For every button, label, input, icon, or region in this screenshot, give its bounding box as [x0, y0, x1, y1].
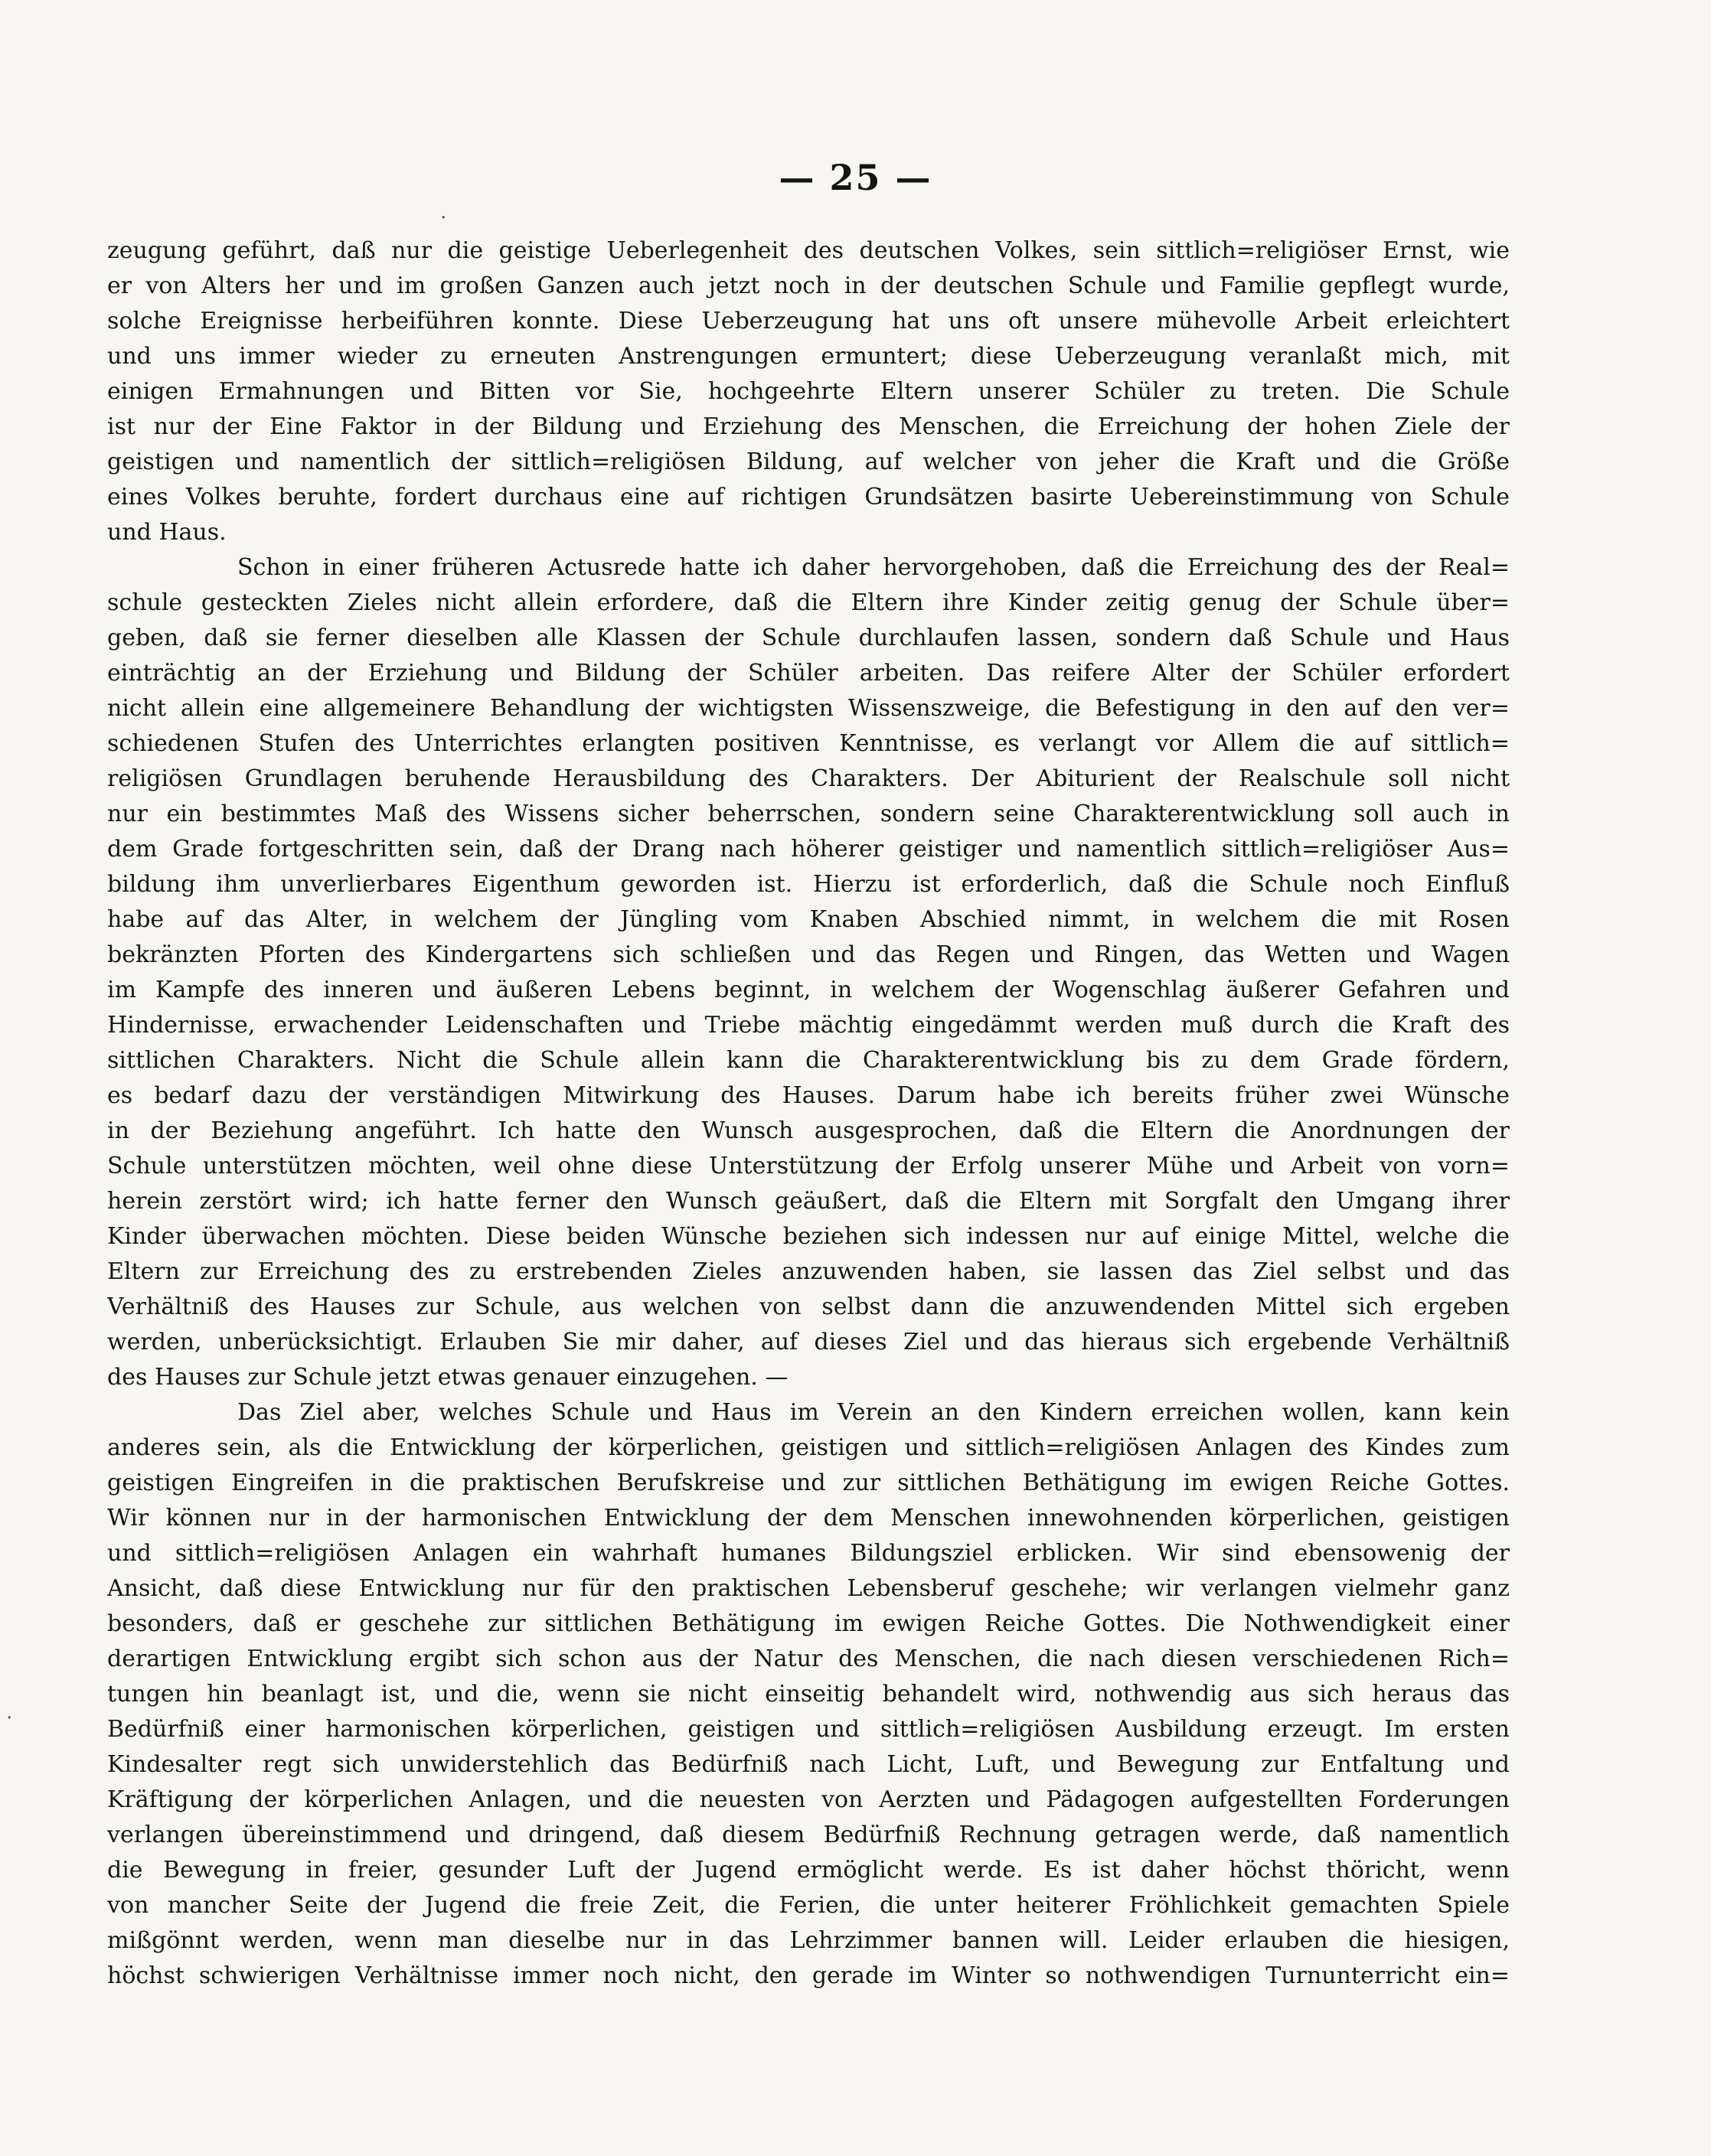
- text-line: bildung ihm unverlierbares Eigenthum geworden ist. Hierzu ist erforderlich, daß die Schule noch Einfluß: [107, 871, 1510, 898]
- text-line: besonders, daß er geschehe zur sittlichen Bethätigung im ewigen Reiche Gottes. Die Nothwendigkeit einer: [107, 1610, 1510, 1637]
- text-line: Schule unterstützen möchten, weil ohne diese Unterstützung der Erfolg unserer Mühe und Arbeit von vorn=: [107, 1153, 1510, 1179]
- text-line: sittlichen Charakters. Nicht die Schule allein kann die Charakterentwicklung bis zu dem Grade fördern,: [107, 1047, 1510, 1074]
- text-line: Eltern zur Erreichung des zu erstrebenden Zieles anzuwenden haben, sie lassen das Ziel selbst und das: [107, 1258, 1510, 1285]
- text-line: geistigen und namentlich der sittlich=religiösen Bildung, auf welcher von jeher die Kraft und die Größe: [107, 448, 1510, 475]
- text-line: er von Alters her und im großen Ganzen auch jetzt noch in der deutschen Schule und Familie gepflegt wurde,: [107, 272, 1510, 299]
- body-text: [107, 233, 1510, 1994]
- text-line: dem Grade fortgeschritten sein, daß der Drang nach höherer geistiger und namentlich sittlich=religiöser Aus=: [107, 836, 1510, 863]
- text-line: derartigen Entwicklung ergibt sich schon aus der Natur des Menschen, die nach diesen verschiedenen Rich=: [107, 1646, 1510, 1672]
- page-number: — 25 —: [779, 157, 932, 198]
- text-line: anderes sein, als die Entwicklung der körperlichen, geistigen und sittlich=religiösen Anlagen des Kindes zum: [107, 1434, 1510, 1461]
- text-line: einträchtig an der Erziehung und Bildung der Schüler arbeiten. Das reifere Alter der Schüler erfordert: [107, 660, 1510, 687]
- text-line: Hindernisse, erwachender Leidenschaften und Triebe mächtig eingedämmt werden muß durch die Kraft des: [107, 1012, 1510, 1039]
- text-line: Kindesalter regt sich unwiderstehlich das Bedürfniß nach Licht, Luft, und Bewegung zur Entfaltung und: [107, 1751, 1510, 1778]
- text-line: nur ein bestimmtes Maß des Wissens sicher beherrschen, sondern seine Charakterentwicklung soll auch in: [107, 801, 1510, 827]
- text-line: Wir können nur in der harmonischen Entwicklung der dem Menschen innewohnenden körperlichen, geistigen: [107, 1505, 1510, 1531]
- text-line: habe auf das Alter, in welchem der Jüngling vom Knaben Abschied nimmt, in welchem die mit Rosen: [107, 906, 1510, 933]
- text-line: einigen Ermahnungen und Bitten vor Sie, hochgeehrte Eltern unserer Schüler zu treten. Die Schule: [107, 378, 1510, 405]
- text-line: bekränzten Pforten des Kindergartens sich schließen und das Regen und Ringen, das Wetten und Wagen: [107, 941, 1510, 968]
- text-line: herein zerstört wird; ich hatte ferner den Wunsch geäußert, daß die Eltern mit Sorgfalt den Umgang ihrer: [107, 1188, 1510, 1215]
- text-line: mißgönnt werden, wenn man dieselbe nur in das Lehrzimmer bannen will. Leider erlauben die hiesigen,: [107, 1927, 1510, 1954]
- text-line: im Kampfe des inneren und äußeren Lebens beginnt, in welchem der Wogenschlag äußerer Gefahren und: [107, 977, 1510, 1003]
- text-line: Das Ziel aber, welches Schule und Haus im Verein an den Kindern erreichen wollen, kann kein: [237, 1399, 1510, 1426]
- ink-speck: ·: [440, 207, 447, 230]
- text-line: geistigen Eingreifen in die praktischen Berufskreise und zur sittlichen Bethätigung im ewigen Reiche Gottes.: [107, 1469, 1510, 1496]
- text-line: werden, unberücksichtigt. Erlauben Sie mir daher, auf dieses Ziel und das hieraus sich ergebende Verhältniß: [107, 1329, 1510, 1355]
- text-line: höchst schwierigen Verhältnisse immer noch nicht, den gerade im Winter so nothwendigen Turnunterricht ein=: [107, 1962, 1510, 1989]
- text-line: und sittlich=religiösen Anlagen ein wahrhaft humanes Bildungsziel erblicken. Wir sind ebensowenig der: [107, 1540, 1510, 1567]
- text-line: zeugung geführt, daß nur die geistige Ueberlegenheit des deutschen Volkes, sein sittlich=religiöser Ernst, wie: [107, 237, 1510, 264]
- text-line: schiedenen Stufen des Unterrichtes erlangten positiven Kenntnisse, es verlangt vor Allem die auf sittlich=: [107, 730, 1510, 757]
- text-line: Kinder überwachen möchten. Diese beiden Wünsche beziehen sich indessen nur auf einige Mittel, welche die: [107, 1223, 1510, 1250]
- text-line: in der Beziehung angeführt. Ich hatte den Wunsch ausgesprochen, daß die Eltern die Anordnungen der: [107, 1117, 1510, 1144]
- text-line: nicht allein eine allgemeinere Behandlung der wichtigsten Wissenszweige, die Befestigung in den auf den ver=: [107, 695, 1510, 722]
- text-line: religiösen Grundlagen beruhende Herausbildung des Charakters. Der Abiturient der Realschule soll nicht: [107, 765, 1510, 792]
- text-line: die Bewegung in freier, gesunder Luft der Jugend ermöglicht werde. Es ist daher höchst thöricht, wenn: [107, 1857, 1510, 1884]
- text-line: und uns immer wieder zu erneuten Anstrengungen ermuntert; diese Ueberzeugung veranlaßt mich, mit: [107, 343, 1510, 370]
- text-line: Bedürfniß einer harmonischen körperlichen, geistigen und sittlich=religiösen Ausbildung erzeugt. Im ersten: [107, 1716, 1510, 1743]
- text-line: Verhältniß des Hauses zur Schule, aus welchen von selbst dann die anzuwendenden Mittel sich ergeben: [107, 1293, 1510, 1320]
- text-line: verlangen übereinstimmend und dringend, daß diesem Bedürfniß Rechnung getragen werde, daß namentlich: [107, 1822, 1510, 1848]
- text-line: von mancher Seite der Jugend die freie Zeit, die Ferien, die unter heiterer Fröhlichkeit gemachten Spiele: [107, 1892, 1510, 1919]
- ink-speck: ·: [6, 1707, 13, 1730]
- text-line: ist nur der Eine Faktor in der Bildung und Erziehung des Menschen, die Erreichung der hohen Ziele der: [107, 413, 1510, 440]
- text-line: schule gesteckten Zieles nicht allein erfordere, daß die Eltern ihre Kinder zeitig genug der Schule über=: [107, 589, 1510, 616]
- text-line: solche Ereignisse herbeiführen konnte. Diese Ueberzeugung hat uns oft unsere mühevolle Arbeit erleichtert: [107, 308, 1510, 334]
- text-line: eines Volkes beruhte, fordert durchaus eine auf richtigen Grundsätzen basirte Uebereinstimmung von Schule: [107, 484, 1510, 510]
- text-line: und Haus.: [107, 519, 227, 546]
- text-line: Kräftigung der körperlichen Anlagen, und die neuesten von Aerzten und Pädagogen aufgestellten Forderungen: [107, 1786, 1510, 1813]
- text-line: tungen hin beanlagt ist, und die, wenn sie nicht einseitig behandelt wird, nothwendig aus sich heraus das: [107, 1681, 1510, 1708]
- text-line: des Hauses zur Schule jetzt etwas genauer einzugehen. —: [107, 1364, 789, 1391]
- text-line: geben, daß sie ferner dieselben alle Klassen der Schule durchlaufen lassen, sondern daß Schule und Haus: [107, 625, 1510, 651]
- text-line: Schon in einer früheren Actusrede hatte ich daher hervorgehoben, daß die Erreichung des der Real=: [237, 554, 1510, 581]
- text-line: Ansicht, daß diese Entwicklung nur für den praktischen Lebensberuf geschehe; wir verlangen vielmehr ganz: [107, 1575, 1510, 1602]
- text-line: es bedarf dazu der verständigen Mitwirkung des Hauses. Darum habe ich bereits früher zwei Wünsche: [107, 1082, 1510, 1109]
